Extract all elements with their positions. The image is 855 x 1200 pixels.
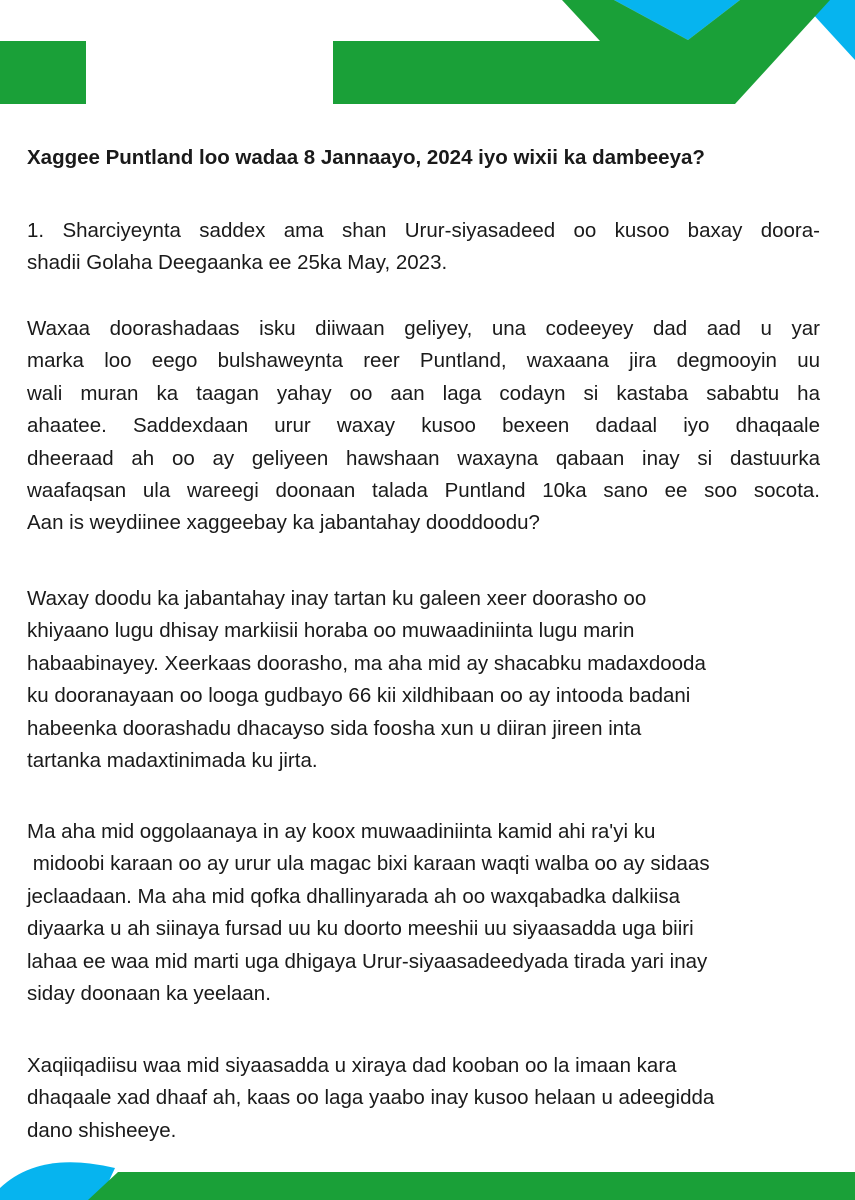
paragraph-line: Waxaa doorashadaas isku diiwaan geliyey, una codeeyey dad aad u yar <box>27 317 820 340</box>
paragraph-line: siday doonaan ka yeelaan. <box>27 982 271 1006</box>
paragraph-4 <box>27 816 710 1010</box>
paragraph-line: Xaqiiqadiisu waa mid siyaasadda u xiraya dad kooban oo la imaan kara <box>27 1054 677 1077</box>
paragraph-line: ahaatee. Saddexdaan urur waxay kusoo bexeen dadaal iyo dhaqaale <box>27 414 820 438</box>
paragraph-line: Waxay doodu ka jabantahay inay tartan ku galeen xeer doorasho oo <box>27 587 647 610</box>
paragraph-line: tartanka madaxtinimada ku jirta. <box>27 749 318 773</box>
paragraph-5 <box>27 1050 714 1147</box>
paragraph-line: marka loo eego bulshaweynta reer Puntland, waxaana jira degmooyin uu <box>27 349 820 373</box>
paragraph-line: jeclaadaan. Ma aha mid qofka dhallinyarada ah oo waxqabadka dalkiisa <box>27 884 681 908</box>
paragraph-line: ku dooranayaan oo looga gudbayo 66 kii xildhibaan oo ay intooda badani <box>27 684 691 708</box>
paragraph-line: wali muran ka taagan yahay oo aan laga codayn si kastaba sababtu ha <box>27 381 820 405</box>
paragraph-line: 1. Sharciyeynta saddex ama shan Urur-siyasadeed oo kusoo baxay doora- <box>27 219 820 242</box>
document-title: Xaggee Puntland loo wadaa 8 Jannaayo, 2024 iyo wixii ka dambeeya? <box>27 146 705 169</box>
footer-green-band <box>88 1172 855 1200</box>
paragraph-line: khiyaano lugu dhisay markiisii horaba oo muwaadiniinta lugu marin <box>27 619 635 643</box>
paragraph-line: diyaarka u ah siinaya fursad uu ku doorto meeshii uu siyaasadda uga biiri <box>27 917 694 941</box>
paragraph-line: waafaqsan ula wareegi doonaan talada Puntland 10ka sano ee soo socota. <box>27 479 820 503</box>
paragraph-2 <box>27 313 820 540</box>
paragraph-line: Ma aha mid oggolaanaya in ay koox muwaadiniinta kamid ahi ra'yi ku <box>27 820 656 843</box>
paragraph-line: shadii Golaha Deegaanka ee 25ka May, 2023. <box>27 251 448 275</box>
paragraph-line: habaabinayey. Xeerkaas doorasho, ma aha mid ay shacabku madaxdooda <box>27 651 706 675</box>
paragraph-1 <box>27 215 820 280</box>
paragraph-line: Aan is weydiinee xaggeebay ka jabantahay dooddoodu? <box>27 511 540 535</box>
header-green-band <box>333 0 830 104</box>
paragraph-line: lahaa ee waa mid marti uga dhigaya Urur-siyaasadeedyada tirada yari inay <box>27 949 708 973</box>
paragraph-line: dheeraad ah oo ay geliyeen hawshaan waxayna qabaan inay si dastuurka <box>27 446 820 470</box>
paragraph-line: dano shisheeye. <box>27 1118 177 1142</box>
paragraph-line: dhaqaale xad dhaaf ah, kaas oo laga yaabo inay kusoo helaan u adeegidda <box>27 1086 715 1110</box>
paragraph-line: midoobi karaan oo ay urur ula magac bixi karaan waqti walba oo ay sidaas <box>27 852 710 876</box>
paragraph-3 <box>27 583 706 777</box>
header-green-block-left <box>0 41 86 104</box>
paragraph-line: habeenka doorashadu dhacayso sida foosha xun u diiran jireen inta <box>27 716 642 740</box>
